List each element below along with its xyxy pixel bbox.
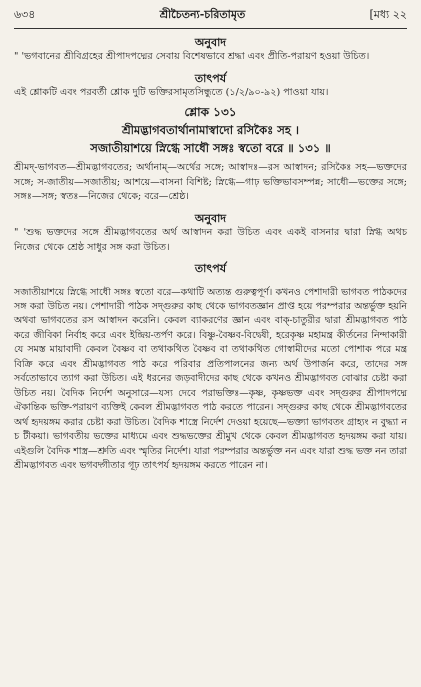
purport-text-short: এই শ্লোকটি এবং পরবর্তী শ্লোক দুটি ভক্তিরসামৃতসিন্ধুতে (১/২/৯০-৯২) পাওয়া যায়। [14,86,329,98]
verse-purport-heading: তাৎপর্য [194,262,227,276]
purport-heading: তাৎপর্য [194,71,227,85]
verse-line-1: শ্রীমদ্ভাগবতার্থানামাস্বাদো রসিকৈঃ সহ । [121,123,300,138]
book-title: শ্রীচৈতন্য-চরিতামৃত [159,8,246,21]
verse-heading: শ্লোক ১৩১ [184,105,237,120]
chapter-label: [মধ্য ২২ [369,8,407,21]
synonyms-text: শ্রীমদ্-ভাগবত—শ্রীমদ্ভাগবতের; অর্থানাম্—অর্থের সঙ্গে; আস্বাদঃ—রস আস্বাদন; রসিকৈঃ সহ—ভক্তদের সঙ্গে; স-জাতীয়—সজাতীয়; আশয়ে—বাসনা বিশিষ্ট; স্নিগ্ধে—গাঢ় ভক্তিভাবসম্পন্ন; সাধৌ—ভক্তের সঙ্গে; সঙ্গঃ—সঙ্গ; স্বতঃ—নিজের থেকে; বরে—শ্রেষ্ঠ। [14,162,407,203]
page-header [14,6,407,29]
translation-heading: অনুবাদ [194,36,227,49]
verse-translation-heading: অনুবাদ [194,211,227,225]
translation-text: " 'ভগবানের শ্রীবিগ্রহের শ্রীপাদপদ্মের সেবায় বিশেষভাবে শ্রদ্ধা এবং প্রীতি-পরায়ণ হওয়া উচিত। [14,51,370,62]
page-number: ৬৩৪ [14,8,36,21]
verse-purport-text: সজাতীয়াশয়ে স্নিগ্ধে সাধৌ সঙ্গঃ স্বতো বরে—কথাটি অত্যন্ত গুরুত্বপূর্ণ। কখনও পেশাদারী ভাগবত পাঠকদের সঙ্গ করা উচিত নয়। পেশাদারী পাঠক সদ্গুরুর কাছ থেকে ভাগবতজ্ঞান প্রাপ্ত হয়ে পরম্পরার অন্তর্ভুক্ত হয়নি অথবা ভাগবতের রস আস্বাদন করেনি। কেবল ব্যাকরণের জ্ঞান এবং বাক্-চাতুরীর দ্বারা শ্রীমদ্ভাগবত পাঠ করে জীবিকা নির্বাহ করে এবং ইন্দ্রিয়-তর্পণ করে। বিষ্ণু-বৈষ্ণব-বিদ্বেষী, হরেকৃষ্ণ মহামন্ত্র কীর্তনের নিন্দাকারী যে সমস্ত মায়াবাদী কেবল বৈষ্ণব বা তথাকথিত বৈষ্ণব বা তথাকথিত গোস্বামীদের মতো পোশাক পরে মন্ত্র বিক্রি করে এবং শ্রীমদ্ভাগবত পাঠ করে পরিবার প্রতিপালনের জন্য অর্থ উপার্জন করে, তাদের সঙ্গ সর্বতোভাবে ত্যাগ করা উচিত। এই ধরনের জড়বাদীদের কাছ থেকে কখনও শ্রীমদ্ভাগবত বোঝার চেষ্টা করা উচিত নয়। বৈদিক নির্দেশ অনুসারে—যস্য দেবে পরাভক্তিঃ—কৃষ্ণ, কৃষ্ণভক্ত এবং সদ্গুরুর শ্রীপাদপদ্মে ঐকান্তিক ভক্তি-পরায়ণ ব্যক্তিই কেবল শ্রীমদ্ভাগবত পাঠ করতে পারেন। সদ্গুরুর কাছ থেকে শ্রীমদ্ভাগবতের অর্থ হৃদয়ঙ্গম করার চেষ্টা করা উচিত। বৈদিক শাস্ত্রে নির্দেশ দেওয়া হয়েছে—ভক্ত্যা ভাগবতং গ্রাহ্যং ন বুদ্ধ্যা ন চ টীকয়া। ভাগবতীয় ভক্তের মাধ্যমে এবং শুদ্ধভক্তের শ্রীমুখ থেকে কেবল শ্রীমদ্ভাগবত হৃদয়ঙ্গম করা যায়। এইগুলি বৈদিক শাস্ত্র—শ্রুতি এবং স্মৃতির নির্দেশ। যারা পরম্পরার অন্তর্ভুক্ত নন এবং যারা শুদ্ধ ভক্ত নন তারা শ্রীমদ্ভাগবত এবং ভগবদ্গীতার গূঢ় তাৎপর্য হৃদয়ঙ্গম করতে পারেন না। [14,286,407,471]
verse-translation-text: " 'শুদ্ধ ভক্তদের সঙ্গে শ্রীমদ্ভাগবতের অর্থ আস্বাদন করা উচিত এবং একই বাসনার দ্বারা স্নিগ্ধ অথচ নিজের থেকে শ্রেষ্ঠ সাধুর সঙ্গ করা উচিত। [14,226,407,253]
verse-line-2: সজাতীয়াশয়ে স্নিগ্ধে সাধৌ সঙ্গঃ স্বতো বরে ॥ ১৩১ ॥ [90,141,331,156]
